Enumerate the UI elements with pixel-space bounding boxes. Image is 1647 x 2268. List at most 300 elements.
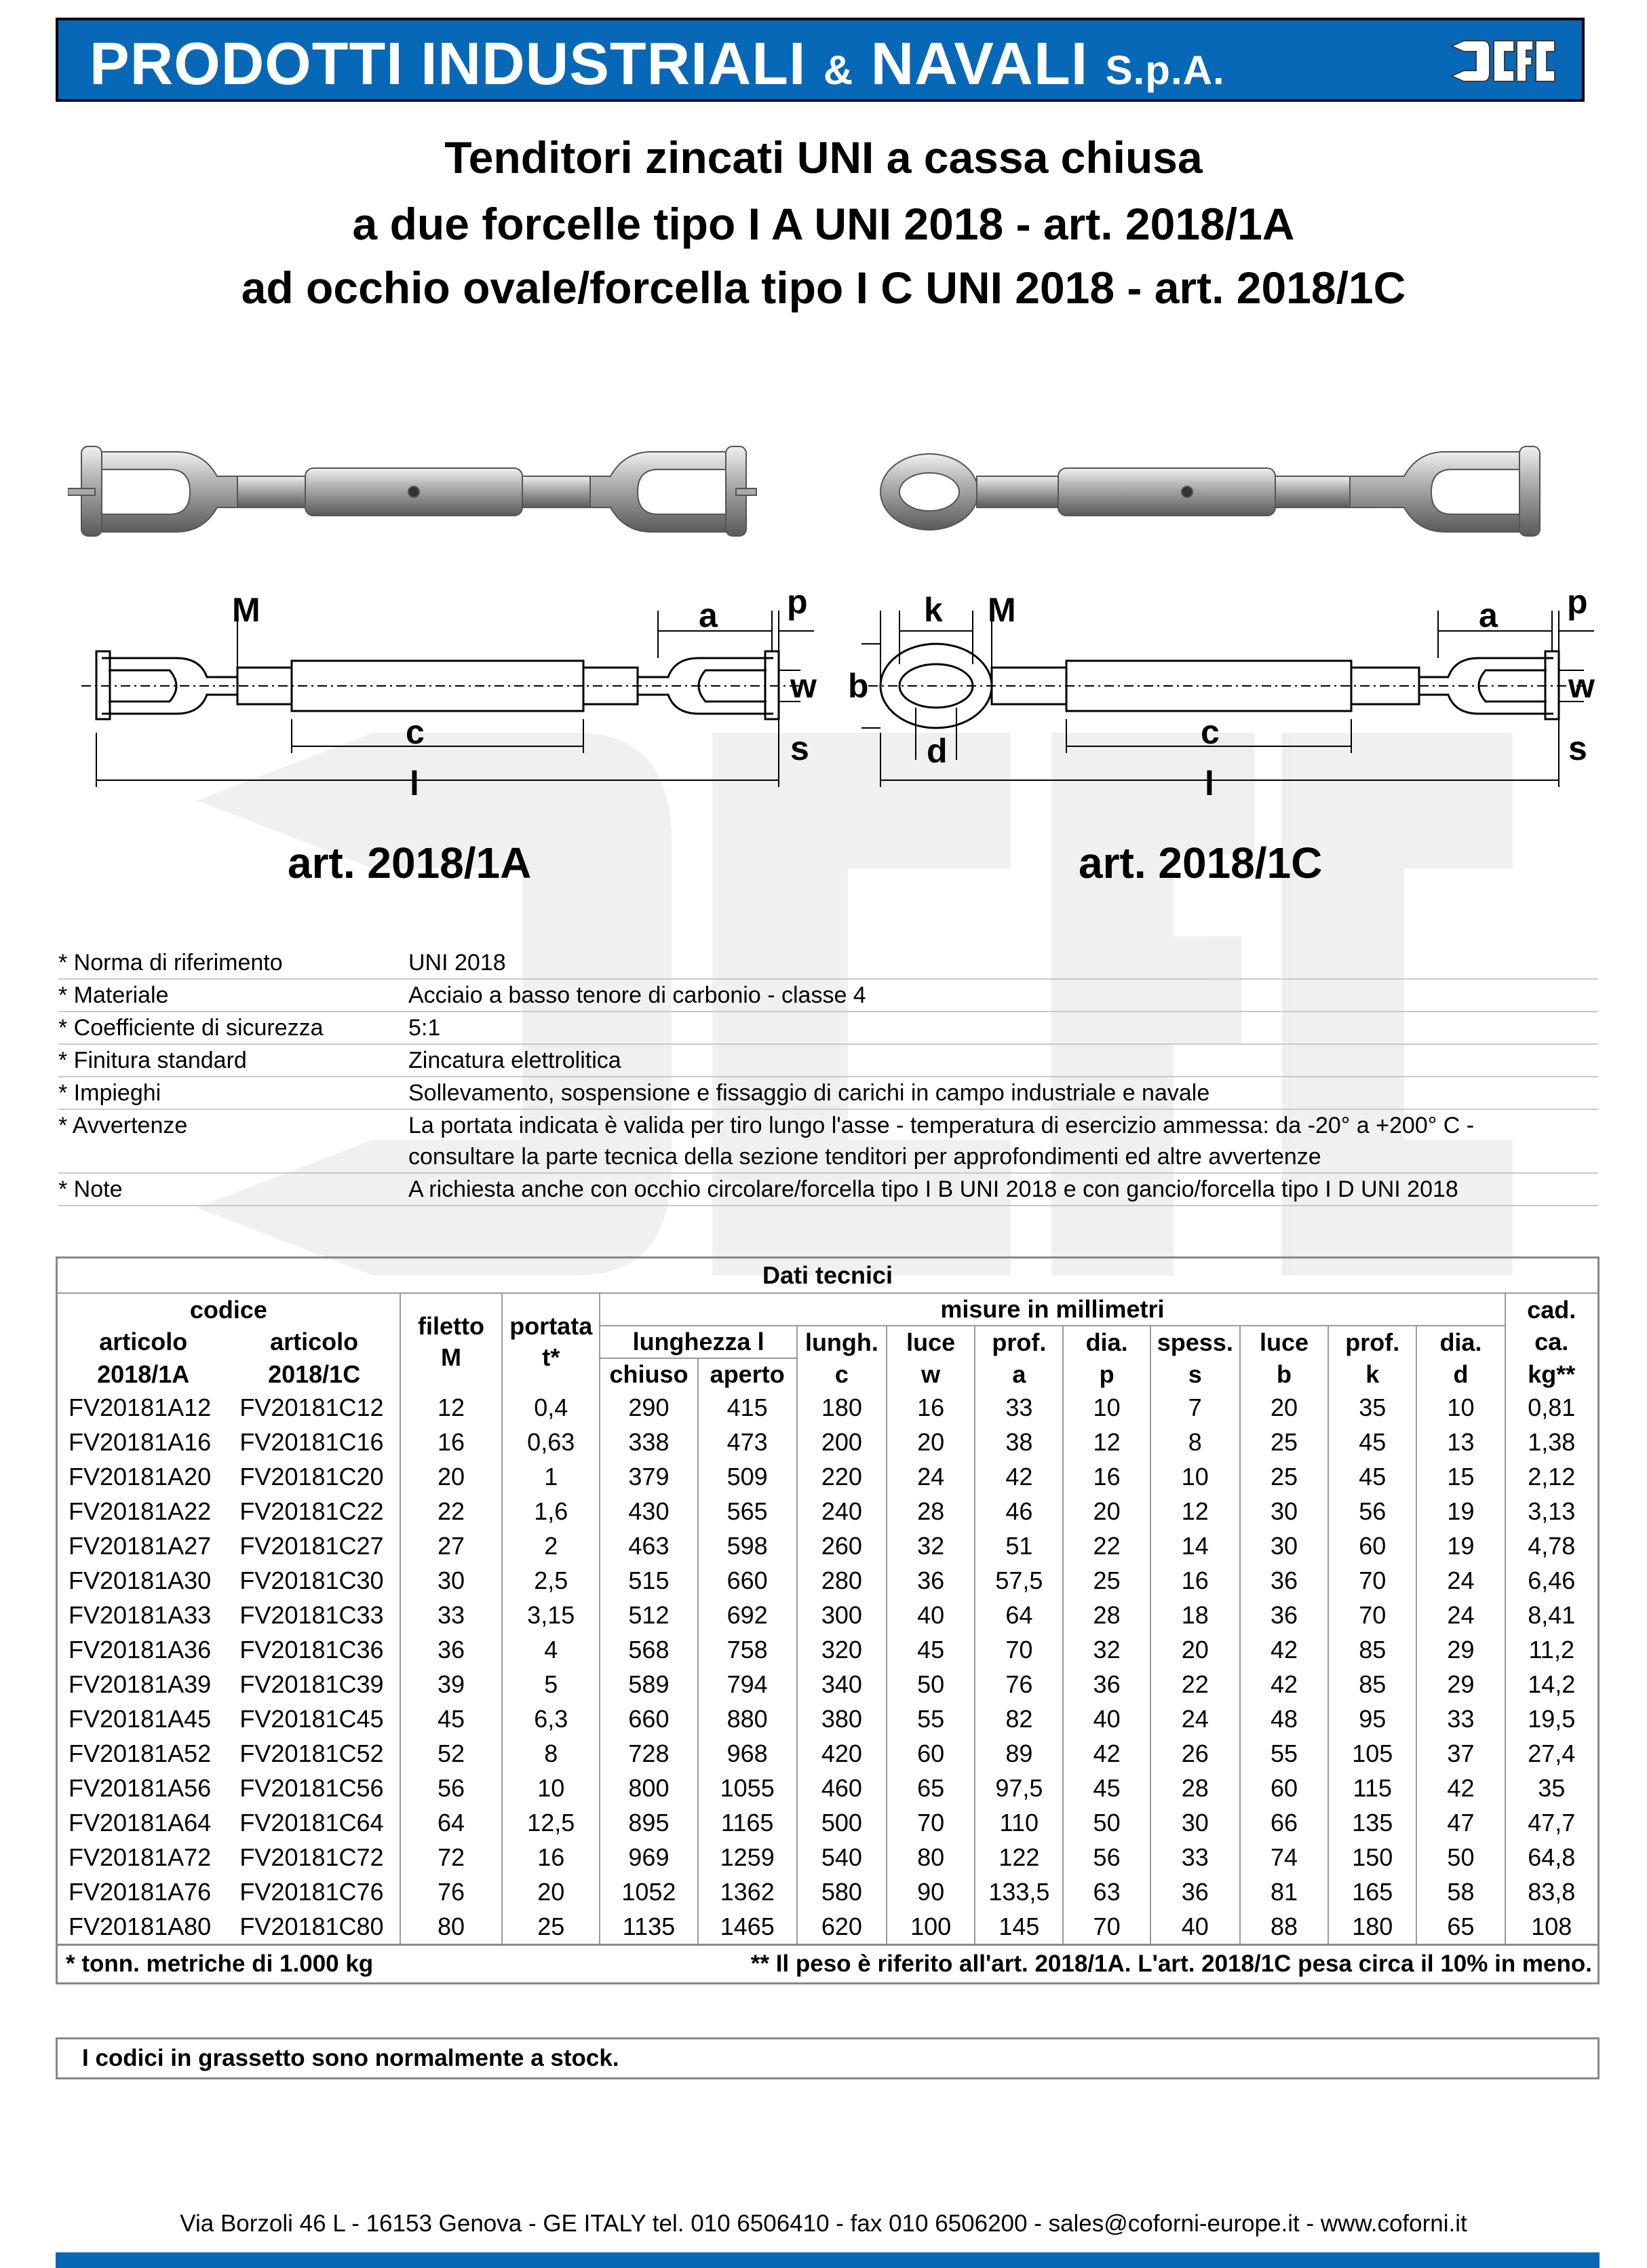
- header-w-unit: w: [887, 1358, 975, 1390]
- cell-aperto: 1465: [698, 1909, 797, 1944]
- cell-code-1c: FV20181C76: [239, 1878, 384, 1906]
- cell-dia-d: 65: [1416, 1909, 1505, 1944]
- cell-luce-w: 50: [887, 1667, 975, 1702]
- cell-code-1c: FV20181C52: [239, 1740, 384, 1767]
- dim-label-c-right: c: [1201, 713, 1220, 751]
- header-art-1a: 2018/1A: [97, 1360, 190, 1388]
- header-portata-label: portata: [509, 1312, 593, 1340]
- table-row: [58, 1632, 1597, 1667]
- footnote-weight: ** Il peso è riferito all'art. 2018/1A. L'art. 2018/1C pesa circa il 10% in meno.: [750, 1950, 1592, 1977]
- cell-lungh-c: 420: [797, 1736, 887, 1771]
- table-footnotes: [58, 1944, 1597, 1982]
- header-articolo-1c: articolo: [270, 1328, 359, 1356]
- table-row: [58, 1736, 1597, 1771]
- cell-prof-k: 150: [1328, 1840, 1416, 1875]
- cell-filetto: 27: [400, 1529, 502, 1563]
- cell-lungh-c: 460: [797, 1771, 887, 1805]
- spec-row: [58, 980, 1598, 1012]
- cell-code-1c: FV20181C33: [239, 1601, 384, 1629]
- company-name: [90, 30, 1225, 104]
- cell-code-1a: FV20181A64: [69, 1809, 212, 1837]
- dim-label-s: s: [790, 729, 809, 767]
- dim-label-w-right: w: [1568, 667, 1595, 705]
- header-filetto: [400, 1293, 502, 1390]
- header-portata-unit: t*: [542, 1343, 560, 1371]
- cell-luce-b: 42: [1240, 1667, 1328, 1702]
- cell-code-1c: FV20181C27: [239, 1532, 384, 1560]
- photo-turnbuckle-2018-1a: [68, 434, 760, 550]
- cell-filetto: 39: [400, 1667, 502, 1702]
- cell-portata: 3,15: [502, 1598, 600, 1632]
- cell-chiuso: 430: [600, 1494, 697, 1529]
- cell-dia-d: 24: [1416, 1563, 1505, 1598]
- cell-weight: 11,2: [1505, 1632, 1597, 1667]
- company-name-suffix: S.p.A.: [1105, 47, 1225, 93]
- cell-lungh-c: 540: [797, 1840, 887, 1875]
- company-name-part1: PRODOTTI INDUSTRIALI: [90, 30, 807, 97]
- cell-chiuso: 969: [600, 1840, 697, 1875]
- cell-prof-a: 70: [975, 1632, 1063, 1667]
- cell-luce-b: 25: [1240, 1425, 1328, 1459]
- dim-label-p: p: [787, 583, 808, 621]
- cell-weight: 3,13: [1505, 1494, 1597, 1529]
- table-row: [58, 1875, 1597, 1909]
- drawing-2018-1a: [54, 583, 821, 801]
- dim-label-M: M: [232, 591, 260, 629]
- spec-label: * Finitura standard: [58, 1047, 247, 1073]
- cell-weight: 1,38: [1505, 1425, 1597, 1459]
- cell-code-1c: FV20181C22: [239, 1497, 384, 1525]
- cell-chiuso: 1052: [600, 1875, 697, 1909]
- cell-lungh-c: 380: [797, 1702, 887, 1736]
- cell-code-1a: FV20181A16: [69, 1428, 212, 1456]
- header-codice: codice: [189, 1295, 267, 1324]
- table-row: [58, 1702, 1597, 1736]
- cell-prof-k: 85: [1328, 1632, 1416, 1667]
- cell-luce-b: 74: [1240, 1840, 1328, 1875]
- header-articolo-1a: articolo: [99, 1328, 188, 1356]
- dim-label-a-right: a: [1479, 596, 1498, 634]
- cell-spess-s: 20: [1150, 1632, 1240, 1667]
- cell-aperto: 880: [698, 1702, 797, 1736]
- cell-spess-s: 26: [1150, 1736, 1240, 1771]
- cell-chiuso: 290: [600, 1390, 697, 1425]
- cell-dia-p: 63: [1063, 1875, 1150, 1909]
- cell-portata: 4: [502, 1632, 600, 1667]
- header-dia-d: dia.: [1416, 1326, 1505, 1358]
- cell-spess-s: 10: [1150, 1459, 1240, 1494]
- cell-portata: 25: [502, 1909, 600, 1944]
- cell-chiuso: 800: [600, 1771, 697, 1805]
- cell-prof-a: 133,5: [975, 1875, 1063, 1909]
- cell-prof-a: 42: [975, 1459, 1063, 1494]
- cell-prof-k: 165: [1328, 1875, 1416, 1909]
- header-prof-k: prof.: [1328, 1326, 1416, 1358]
- cell-prof-a: 46: [975, 1494, 1063, 1529]
- cell-luce-w: 70: [887, 1805, 975, 1840]
- cell-filetto: 12: [400, 1390, 502, 1425]
- cell-luce-w: 65: [887, 1771, 975, 1805]
- cell-filetto: 20: [400, 1459, 502, 1494]
- cell-spess-s: 30: [1150, 1805, 1240, 1840]
- cell-lungh-c: 180: [797, 1390, 887, 1425]
- table-title: Dati tecnici: [762, 1261, 893, 1289]
- cell-aperto: 1259: [698, 1840, 797, 1875]
- cell-portata: 0,4: [502, 1390, 600, 1425]
- cell-chiuso: 379: [600, 1459, 697, 1494]
- cell-weight: 0,81: [1505, 1390, 1597, 1425]
- cell-prof-k: 70: [1328, 1598, 1416, 1632]
- cell-spess-s: 12: [1150, 1494, 1240, 1529]
- cell-lungh-c: 260: [797, 1529, 887, 1563]
- cell-prof-a: 33: [975, 1390, 1063, 1425]
- cell-luce-b: 60: [1240, 1771, 1328, 1805]
- table-row: [58, 1425, 1597, 1459]
- art-label-2018-1a: art. 2018/1A: [288, 839, 532, 887]
- cell-aperto: 598: [698, 1529, 797, 1563]
- cell-prof-a: 51: [975, 1529, 1063, 1563]
- header-filetto-label: filetto: [417, 1312, 484, 1340]
- cell-prof-k: 115: [1328, 1771, 1416, 1805]
- company-name-part2: NAVALI: [870, 30, 1089, 97]
- cell-dia-p: 10: [1063, 1390, 1150, 1425]
- spec-value: A richiesta anche con occhio circolare/forcella tipo I B UNI 2018 e con gancio/forcella tipo I D UNI 2018: [408, 1176, 1458, 1202]
- cell-prof-k: 45: [1328, 1459, 1416, 1494]
- cell-chiuso: 895: [600, 1805, 697, 1840]
- spec-label: * Coefficiente di sicurezza: [58, 1015, 324, 1041]
- spec-value: UNI 2018: [408, 950, 506, 976]
- cell-dia-d: 47: [1416, 1805, 1505, 1840]
- header-luce-w: luce: [887, 1326, 975, 1358]
- cell-code-1c: FV20181C16: [239, 1428, 384, 1456]
- table-row: [58, 1909, 1597, 1944]
- cell-dia-d: 33: [1416, 1702, 1505, 1736]
- cell-filetto: 56: [400, 1771, 502, 1805]
- cell-code-1c: FV20181C80: [239, 1913, 384, 1940]
- cell-prof-k: 60: [1328, 1529, 1416, 1563]
- footer-address: Via Borzoli 46 L - 16153 Genova - GE ITALY tel. 010 6506410 - fax 010 6506200 - sales@coforni-europe.it - www.coforni.it: [180, 2210, 1467, 2237]
- cell-code-1a: FV20181A36: [69, 1636, 212, 1664]
- cell-luce-w: 40: [887, 1598, 975, 1632]
- cell-prof-a: 89: [975, 1736, 1063, 1771]
- cell-dia-d: 37: [1416, 1736, 1505, 1771]
- cell-code-1a: FV20181A45: [69, 1705, 212, 1733]
- cell-luce-b: 42: [1240, 1632, 1328, 1667]
- cell-lungh-c: 620: [797, 1909, 887, 1944]
- cell-aperto: 692: [698, 1598, 797, 1632]
- cell-filetto: 30: [400, 1563, 502, 1598]
- specifications-list: [58, 947, 1598, 1206]
- cell-weight: 47,7: [1505, 1805, 1597, 1840]
- spec-row: [58, 1012, 1598, 1045]
- header-cad: cad.: [1505, 1293, 1597, 1326]
- cell-code-1a: FV20181A27: [69, 1532, 212, 1560]
- cell-filetto: 76: [400, 1875, 502, 1909]
- cell-portata: 1,6: [502, 1494, 600, 1529]
- cell-filetto: 72: [400, 1840, 502, 1875]
- cell-weight: 14,2: [1505, 1667, 1597, 1702]
- cell-luce-w: 20: [887, 1425, 975, 1459]
- cell-luce-b: 20: [1240, 1390, 1328, 1425]
- cell-code-1a: FV20181A72: [69, 1843, 212, 1871]
- footnote-tonnes: * tonn. metriche di 1.000 kg: [66, 1950, 374, 1977]
- cell-spess-s: 14: [1150, 1529, 1240, 1563]
- cell-luce-w: 80: [887, 1840, 975, 1875]
- dim-label-d: d: [927, 732, 948, 770]
- footer-bar: [56, 2252, 1600, 2268]
- cell-luce-w: 32: [887, 1529, 975, 1563]
- cell-filetto: 22: [400, 1494, 502, 1529]
- cell-chiuso: 568: [600, 1632, 697, 1667]
- cell-luce-w: 60: [887, 1736, 975, 1771]
- cell-lungh-c: 300: [797, 1598, 887, 1632]
- cell-portata: 16: [502, 1840, 600, 1875]
- cell-weight: 4,78: [1505, 1529, 1597, 1563]
- cell-filetto: 64: [400, 1805, 502, 1840]
- cell-prof-k: 180: [1328, 1909, 1416, 1944]
- cell-chiuso: 338: [600, 1425, 697, 1459]
- cell-prof-k: 45: [1328, 1425, 1416, 1459]
- cell-weight: 2,12: [1505, 1459, 1597, 1494]
- cell-code-1a: FV20181A22: [69, 1497, 212, 1525]
- cell-filetto: 80: [400, 1909, 502, 1944]
- spec-row: [58, 1110, 1598, 1174]
- cell-dia-d: 58: [1416, 1875, 1505, 1909]
- cell-portata: 8: [502, 1736, 600, 1771]
- cell-code-1c: FV20181C72: [239, 1843, 384, 1871]
- header-portata: [502, 1293, 600, 1390]
- header-luce-b: luce: [1240, 1326, 1328, 1358]
- cell-portata: 5: [502, 1667, 600, 1702]
- stock-note: I codici in grassetto sono normalmente a stock.: [56, 2037, 1600, 2079]
- cell-dia-d: 15: [1416, 1459, 1505, 1494]
- table-row: [58, 1771, 1597, 1805]
- cell-code-1a: FV20181A20: [69, 1463, 212, 1491]
- cell-weight: 83,8: [1505, 1875, 1597, 1909]
- cell-weight: 35: [1505, 1771, 1597, 1805]
- cell-code-1c: FV20181C56: [239, 1774, 384, 1802]
- cell-spess-s: 7: [1150, 1390, 1240, 1425]
- cell-prof-k: 135: [1328, 1805, 1416, 1840]
- cell-lungh-c: 280: [797, 1563, 887, 1598]
- cell-aperto: 1055: [698, 1771, 797, 1805]
- cell-dia-d: 19: [1416, 1494, 1505, 1529]
- table-row: [58, 1494, 1597, 1529]
- table-row: [58, 1459, 1597, 1494]
- cell-dia-d: 19: [1416, 1529, 1505, 1563]
- cell-luce-w: 36: [887, 1563, 975, 1598]
- cell-chiuso: 512: [600, 1598, 697, 1632]
- cell-prof-a: 122: [975, 1840, 1063, 1875]
- cell-prof-a: 76: [975, 1667, 1063, 1702]
- cell-code-1a: FV20181A52: [69, 1740, 212, 1767]
- header-k-unit: k: [1328, 1358, 1416, 1390]
- spec-value: La portata indicata è valida per tiro lungo l'asse - temperatura di esercizio ammessa: da -20° a +200° C - consultare la parte tecnica della sezione tenditori per approfondimenti ed altre avvertenze: [408, 1113, 1475, 1170]
- cell-prof-a: 110: [975, 1805, 1063, 1840]
- cell-prof-a: 82: [975, 1702, 1063, 1736]
- cell-luce-w: 90: [887, 1875, 975, 1909]
- cell-lungh-c: 340: [797, 1667, 887, 1702]
- header-prof-a: prof.: [975, 1326, 1063, 1358]
- cell-filetto: 45: [400, 1702, 502, 1736]
- dim-label-l-right: l: [1205, 765, 1214, 801]
- cell-spess-s: 18: [1150, 1598, 1240, 1632]
- title-line-1: Tenditori zincati UNI a cassa chiusa: [444, 132, 1203, 182]
- cell-dia-d: 10: [1416, 1390, 1505, 1425]
- cell-code-1a: FV20181A76: [69, 1878, 212, 1906]
- cell-code-1a: FV20181A30: [69, 1567, 212, 1594]
- header-a-unit: a: [975, 1358, 1063, 1390]
- cell-dia-d: 29: [1416, 1632, 1505, 1667]
- header-filetto-unit: M: [440, 1343, 461, 1371]
- cell-portata: 12,5: [502, 1805, 600, 1840]
- cell-dia-p: 56: [1063, 1840, 1150, 1875]
- cell-luce-b: 30: [1240, 1529, 1328, 1563]
- cell-chiuso: 660: [600, 1702, 697, 1736]
- header-lungh: lungh.: [797, 1326, 887, 1358]
- dim-label-b: b: [848, 667, 869, 705]
- header-chiuso: chiuso: [600, 1358, 697, 1390]
- cell-luce-b: 55: [1240, 1736, 1328, 1771]
- cell-lungh-c: 580: [797, 1875, 887, 1909]
- cell-code-1a: FV20181A33: [69, 1601, 212, 1629]
- dim-label-a: a: [699, 596, 718, 634]
- cell-aperto: 758: [698, 1632, 797, 1667]
- technical-data-table: [56, 1256, 1600, 1984]
- cell-prof-a: 145: [975, 1909, 1063, 1944]
- cell-weight: 19,5: [1505, 1702, 1597, 1736]
- cell-luce-b: 36: [1240, 1598, 1328, 1632]
- header-dia-p: dia.: [1063, 1326, 1150, 1358]
- spec-row: [58, 1077, 1598, 1110]
- cell-dia-d: 29: [1416, 1667, 1505, 1702]
- cell-dia-d: 24: [1416, 1598, 1505, 1632]
- cell-portata: 20: [502, 1875, 600, 1909]
- dim-label-s-right: s: [1568, 729, 1587, 767]
- spec-label: * Norma di riferimento: [58, 950, 283, 976]
- cell-chiuso: 589: [600, 1667, 697, 1702]
- cell-dia-p: 42: [1063, 1736, 1150, 1771]
- cell-prof-a: 38: [975, 1425, 1063, 1459]
- drawing-2018-1c: [848, 583, 1608, 801]
- cell-weight: 27,4: [1505, 1736, 1597, 1771]
- cell-chiuso: 463: [600, 1529, 697, 1563]
- cell-lungh-c: 220: [797, 1459, 887, 1494]
- cell-dia-d: 42: [1416, 1771, 1505, 1805]
- cell-aperto: 794: [698, 1667, 797, 1702]
- cell-weight: 64,8: [1505, 1840, 1597, 1875]
- spec-row: [58, 947, 1598, 980]
- header-lunghezza: lunghezza l: [600, 1326, 796, 1358]
- cell-aperto: 1362: [698, 1875, 797, 1909]
- cell-spess-s: 22: [1150, 1667, 1240, 1702]
- company-logo: [1449, 33, 1557, 90]
- cell-spess-s: 24: [1150, 1702, 1240, 1736]
- cell-dia-p: 16: [1063, 1459, 1150, 1494]
- spec-value: Acciaio a basso tenore di carbonio - classe 4: [408, 982, 866, 1008]
- cell-code-1a: FV20181A80: [69, 1913, 212, 1940]
- header-aperto: aperto: [698, 1358, 797, 1390]
- cell-luce-w: 28: [887, 1494, 975, 1529]
- cell-prof-a: 64: [975, 1598, 1063, 1632]
- cell-dia-p: 50: [1063, 1805, 1150, 1840]
- cell-dia-p: 28: [1063, 1598, 1150, 1632]
- spec-value: Sollevamento, sospensione e fissaggio di carichi in campo industriale e navale: [408, 1080, 1210, 1106]
- header-kg-unit: kg**: [1505, 1358, 1597, 1390]
- cell-luce-w: 16: [887, 1390, 975, 1425]
- cell-lungh-c: 200: [797, 1425, 887, 1459]
- photo-turnbuckle-2018-1c: [875, 434, 1553, 550]
- cell-prof-k: 85: [1328, 1667, 1416, 1702]
- cell-dia-p: 25: [1063, 1563, 1150, 1598]
- header-art-1c: 2018/1C: [268, 1360, 361, 1388]
- cell-aperto: 473: [698, 1425, 797, 1459]
- table-row: [58, 1598, 1597, 1632]
- technical-data-body: [58, 1390, 1597, 1944]
- cell-spess-s: 28: [1150, 1771, 1240, 1805]
- spec-label: * Impieghi: [58, 1080, 161, 1106]
- header-bar: [56, 18, 1585, 102]
- spec-row: [58, 1045, 1598, 1077]
- cell-filetto: 33: [400, 1598, 502, 1632]
- table-row: [58, 1840, 1597, 1875]
- cell-code-1c: FV20181C20: [239, 1463, 384, 1491]
- spec-label: * Materiale: [58, 982, 169, 1008]
- cell-luce-w: 100: [887, 1909, 975, 1944]
- cell-prof-a: 97,5: [975, 1771, 1063, 1805]
- table-row: [58, 1805, 1597, 1840]
- cell-luce-b: 88: [1240, 1909, 1328, 1944]
- dim-label-k: k: [924, 591, 943, 629]
- cell-code-1a: FV20181A56: [69, 1774, 212, 1802]
- art-label-2018-1c: art. 2018/1C: [1079, 839, 1323, 887]
- cell-luce-w: 55: [887, 1702, 975, 1736]
- cell-dia-p: 20: [1063, 1494, 1150, 1529]
- dim-label-M-right: M: [988, 591, 1016, 629]
- cell-code-1c: FV20181C36: [239, 1636, 384, 1664]
- cell-dia-p: 40: [1063, 1702, 1150, 1736]
- cell-spess-s: 40: [1150, 1909, 1240, 1944]
- spec-label: * Note: [58, 1176, 123, 1202]
- cell-luce-b: 66: [1240, 1805, 1328, 1840]
- table-row: [58, 1390, 1597, 1425]
- cell-prof-k: 95: [1328, 1702, 1416, 1736]
- cell-portata: 1: [502, 1459, 600, 1494]
- cell-weight: 108: [1505, 1909, 1597, 1944]
- cell-luce-b: 81: [1240, 1875, 1328, 1909]
- cell-dia-p: 32: [1063, 1632, 1150, 1667]
- header-misure: misure in millimetri: [600, 1293, 1505, 1326]
- cell-filetto: 36: [400, 1632, 502, 1667]
- cell-lungh-c: 240: [797, 1494, 887, 1529]
- company-name-ampersand: &: [823, 47, 854, 93]
- cell-portata: 2: [502, 1529, 600, 1563]
- cell-code-1a: FV20181A39: [69, 1670, 212, 1698]
- cell-portata: 10: [502, 1771, 600, 1805]
- header-spess: spess.: [1150, 1326, 1240, 1358]
- cell-lungh-c: 500: [797, 1805, 887, 1840]
- cell-filetto: 52: [400, 1736, 502, 1771]
- cell-code-1c: FV20181C12: [239, 1394, 384, 1421]
- dim-label-c: c: [406, 713, 425, 751]
- cell-chiuso: 728: [600, 1736, 697, 1771]
- title-line-2: a due forcelle tipo I A UNI 2018 - art. 2018/1A: [352, 199, 1295, 249]
- cell-filetto: 16: [400, 1425, 502, 1459]
- header-s-unit: s: [1150, 1358, 1240, 1390]
- cell-chiuso: 515: [600, 1563, 697, 1598]
- cell-luce-w: 45: [887, 1632, 975, 1667]
- cell-code-1c: FV20181C45: [239, 1705, 384, 1733]
